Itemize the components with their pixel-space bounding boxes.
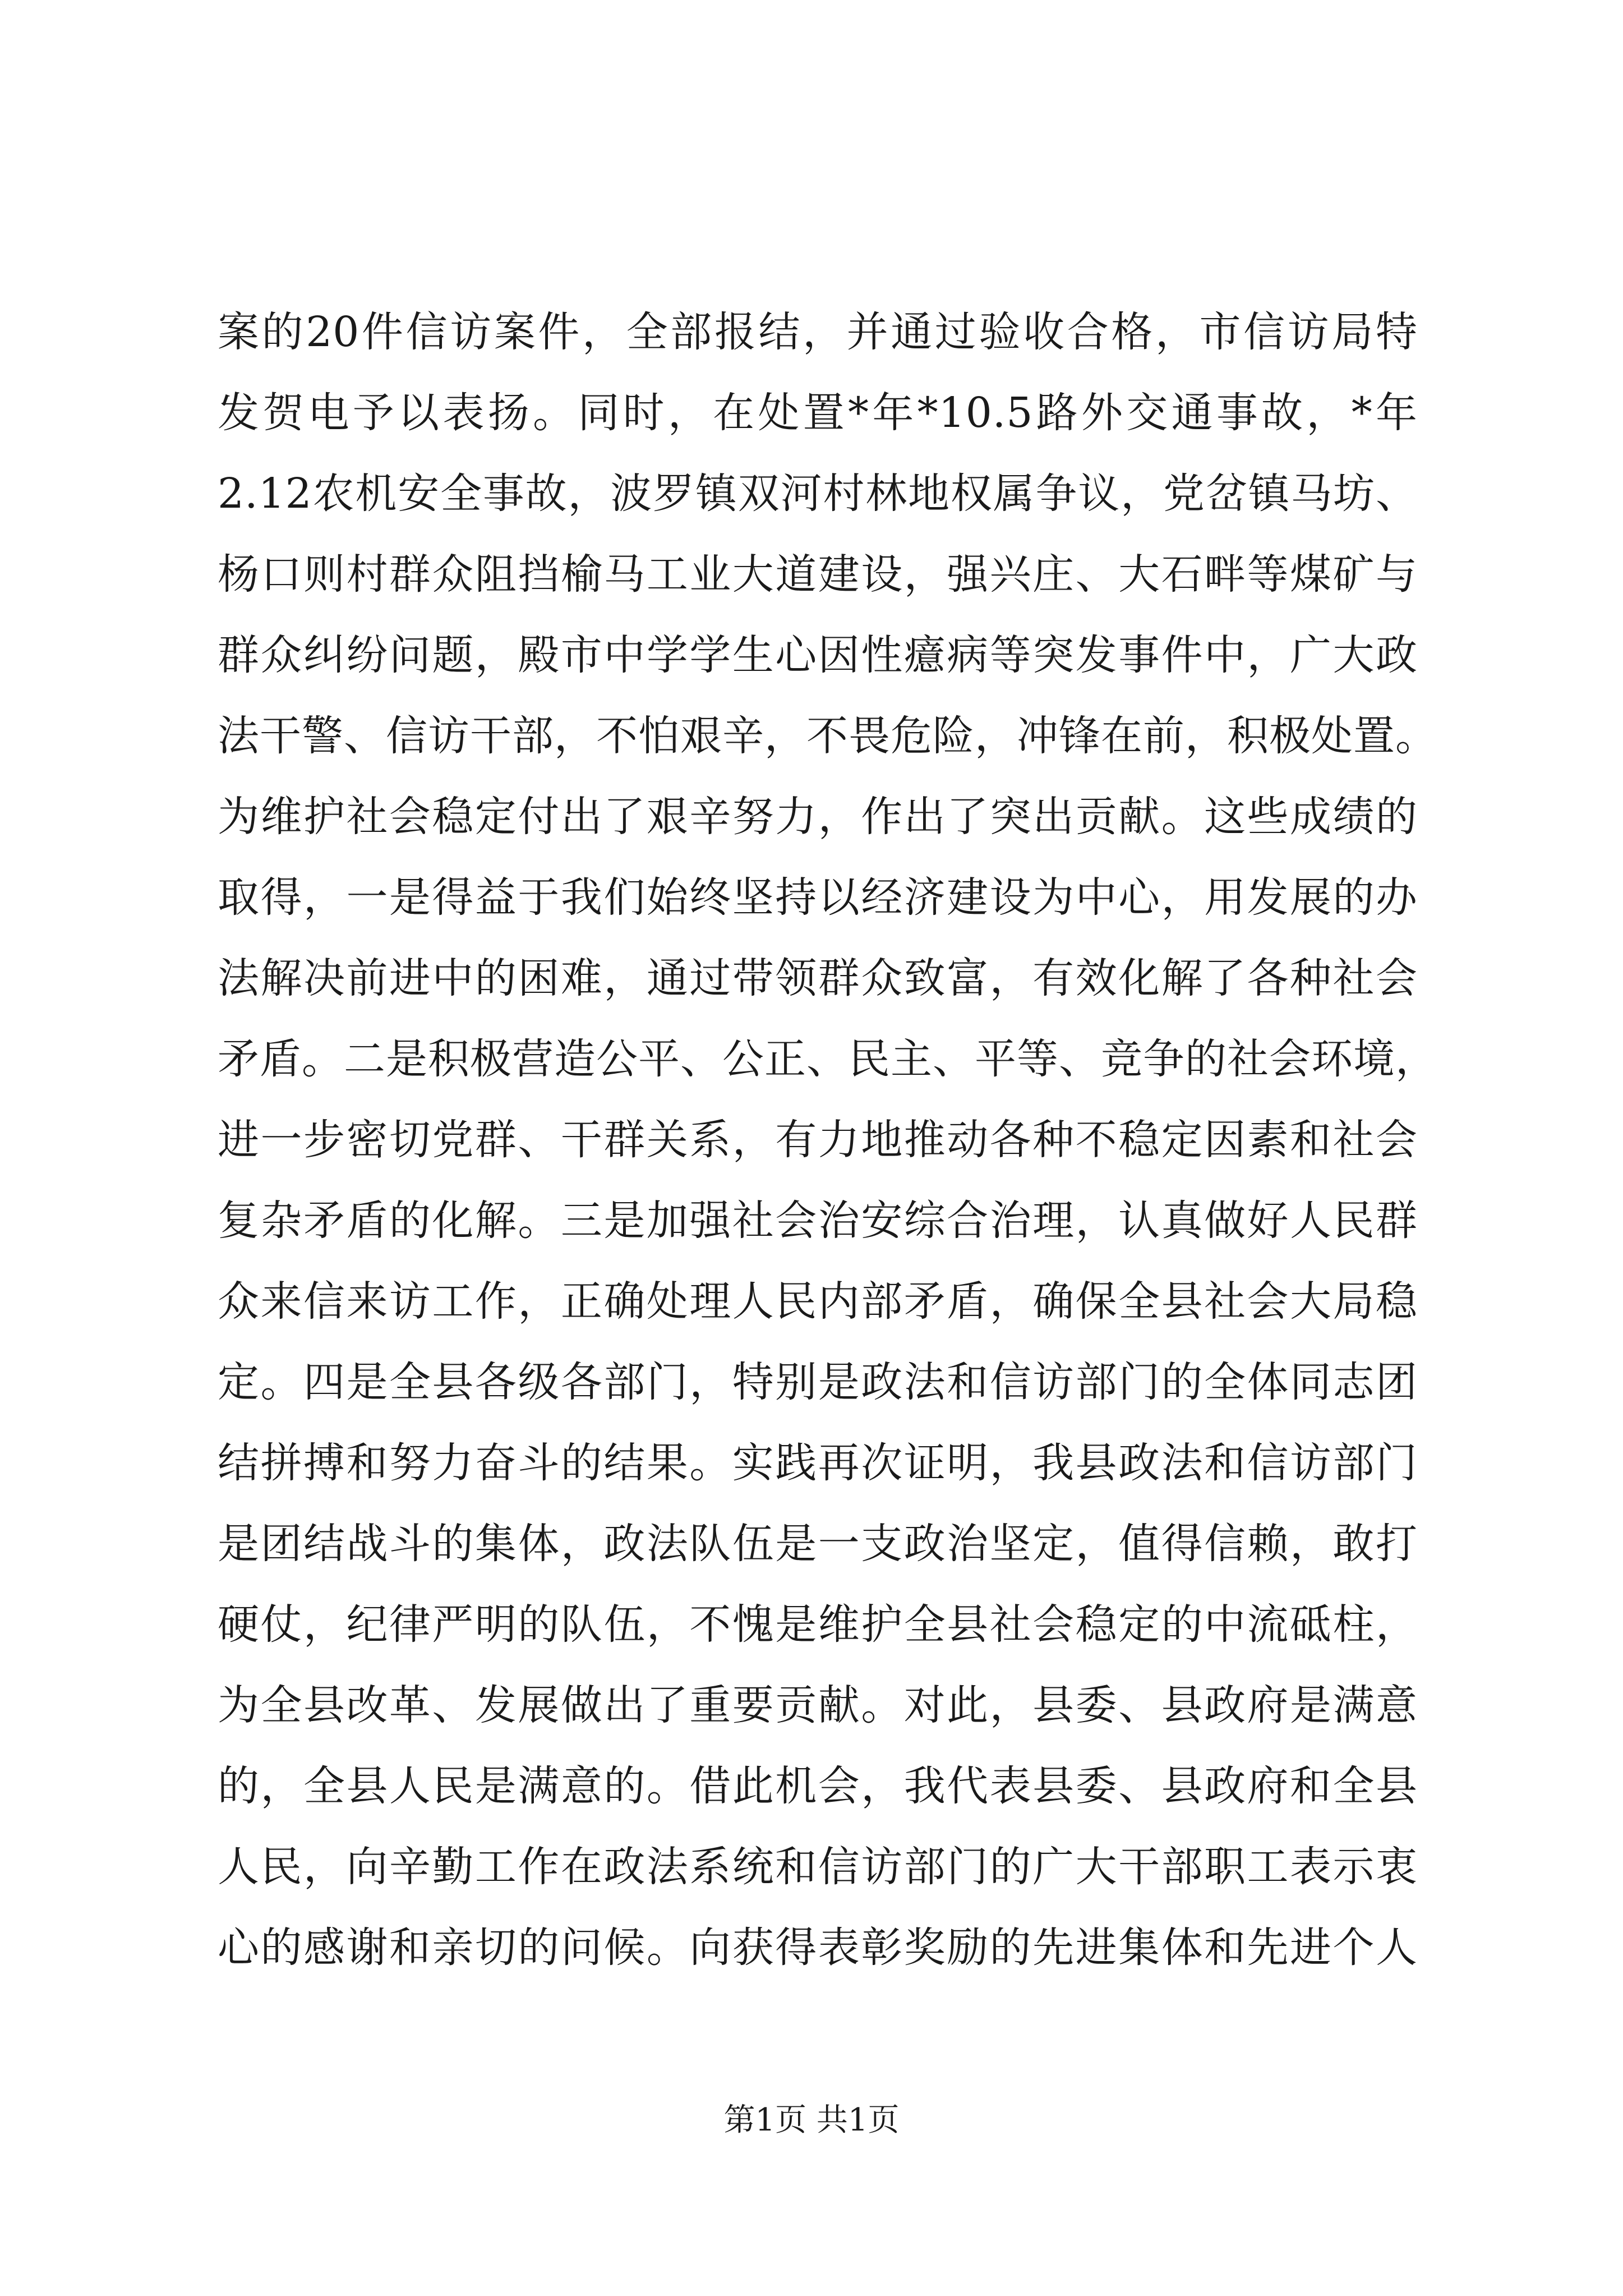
text-line: 杨口则村群众阻挡榆马工业大道建设，强兴庄、大石畔等煤矿与 (218, 550, 1418, 599)
text-line: 群众纠纷问题，殿市中学学生心因性癔病等突发事件中，广大政 (218, 631, 1418, 679)
text-line: 人民，向辛勤工作在政法系统和信访部门的广大干部职工表示衷 (218, 1843, 1418, 1891)
text-line: 的，全县人民是满意的。借此机会，我代表县委、县政府和全县 (218, 1762, 1418, 1810)
text-line: 案的20件信访案件，全部报结，并通过验收合格，市信访局特 (218, 308, 1418, 356)
text-line: 法解决前进中的困难，通过带领群众致富，有效化解了各种社会 (218, 954, 1418, 1002)
text-line: 复杂矛盾的化解。三是加强社会治安综合治理，认真做好人民群 (218, 1197, 1418, 1245)
text-line: 硬仗，纪律严明的队伍，不愧是维护全县社会稳定的中流砥柱， (218, 1600, 1418, 1649)
text-line: 为全县改革、发展做出了重要贡献。对此，县委、县政府是满意 (218, 1681, 1418, 1729)
text-line: 结拼搏和努力奋斗的结果。实践再次证明，我县政法和信访部门 (218, 1439, 1418, 1487)
text-line: 矛盾。二是积极营造公平、公正、民主、平等、竞争的社会环境， (218, 1035, 1437, 1083)
text-line: 法干警、信访干部，不怕艰辛，不畏危险，冲锋在前，积极处置。 (218, 712, 1437, 760)
text-line: 2.12农机安全事故，波罗镇双河村林地权属争议，党岔镇马坊、 (218, 470, 1418, 518)
text-line: 发贺电予以表扬。同时，在处置*年*10.5路外交通事故，*年 (218, 389, 1418, 437)
body-paragraph (218, 292, 1437, 1988)
page-number-label: 第1页 共1页 (723, 2102, 900, 2138)
text-line: 是团结战斗的集体，政法队伍是一支政治坚定，值得信赖，敢打 (218, 1520, 1418, 1568)
text-line: 取得，一是得益于我们始终坚持以经济建设为中心，用发展的办 (218, 873, 1418, 922)
text-line: 为维护社会稳定付出了艰辛努力，作出了突出贡献。这些成绩的 (218, 793, 1418, 841)
text-line: 定。四是全县各级各部门，特别是政法和信访部门的全体同志团 (218, 1358, 1418, 1406)
text-line: 进一步密切党群、干群关系，有力地推动各种不稳定因素和社会 (218, 1116, 1418, 1164)
text-line: 众来信来访工作，正确处理人民内部矛盾，确保全县社会大局稳 (218, 1277, 1418, 1326)
text-line: 心的感谢和亲切的问候。向获得表彰奖励的先进集体和先进个人 (218, 1924, 1418, 1972)
page-footer (0, 2098, 1623, 2143)
